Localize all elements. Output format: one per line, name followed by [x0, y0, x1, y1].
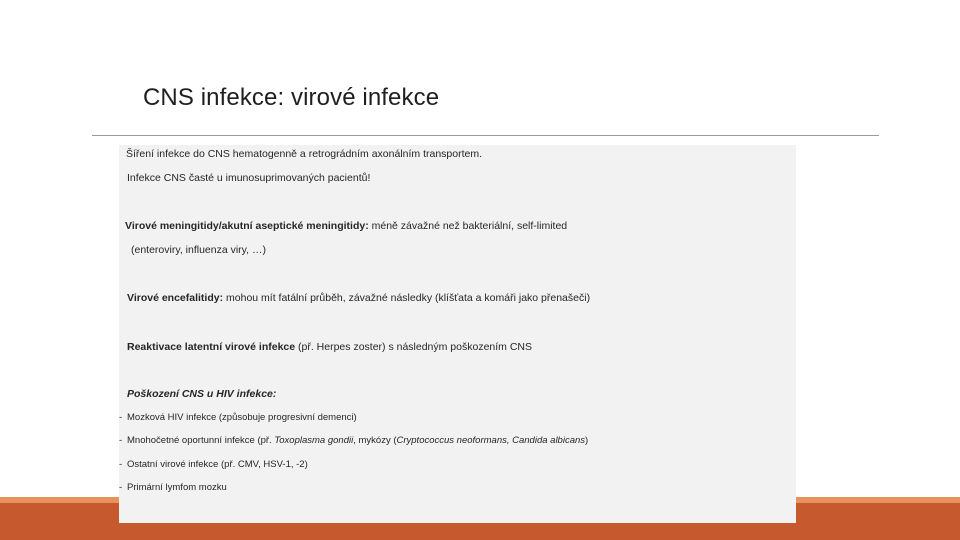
- paragraph-encephalitis: Virové encefalitidy: mohou mít fatální průběh, závažné následky (klíšťata a komáři jako přenašeči): [127, 292, 591, 304]
- paragraph-meningitis-cont: (enteroviry, influenza viry, …): [131, 244, 266, 256]
- list-item: - Mnohočetné oportunní infekce (př. Toxoplasma gondii, mykózy (Cryptococcus neoformans, Candida albicans): [119, 435, 589, 446]
- title-divider: [92, 135, 879, 136]
- paragraph-spread: Šíření infekce do CNS hematogenně a retrográdním axonálním transportem.: [126, 148, 483, 160]
- list-item: - Ostatní virové infekce (př. CMV, HSV-1, -2): [119, 459, 308, 470]
- list-item: - Mozková HIV infekce (způsobuje progresivní demenci): [119, 412, 357, 423]
- paragraph-meningitis: Virové meningitidy/akutní aseptické meningitidy: méně závažné než bakteriální, self-limited: [125, 220, 568, 232]
- list-item: - Primární lymfom mozku: [119, 482, 227, 493]
- paragraph-immunosuppressed: Infekce CNS časté u imunosuprimovaných pacientů!: [127, 172, 371, 184]
- slide-title: CNS infekce: virové infekce: [143, 84, 440, 111]
- paragraph-hiv-heading: Poškození CNS u HIV infekce:: [127, 388, 277, 400]
- content-panel: [119, 145, 796, 523]
- paragraph-reactivation: Reaktivace latentní virové infekce (př. Herpes zoster) s následným poškozením CNS: [127, 341, 533, 353]
